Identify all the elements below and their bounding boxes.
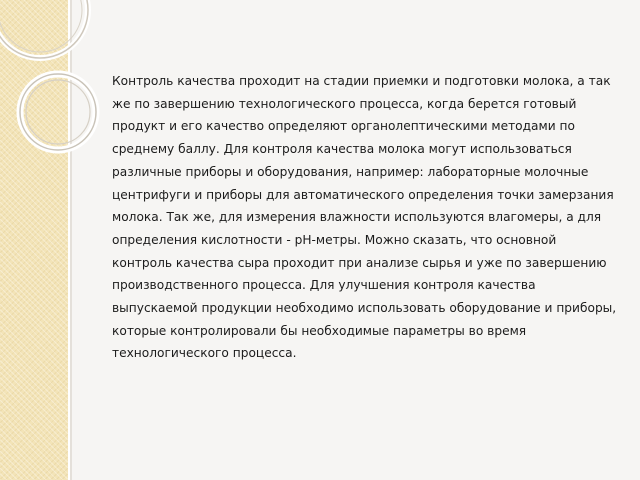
body-paragraph: Контроль качества проходит на стадии приемки и подготовки молока, а так же по завершению технологического процесса, когда берется готовый продукт и его качество определяют органолептическими методами по среднему баллу. Для контроля качества молока могут использоваться различные приборы и оборудования, например: лабораторные молочные центрифуги и приборы для автоматического определения точки замерзания молока. Так же, для измерения влажности используются влагомеры, а для определения кислотности - pH-метры. Можно сказать, что основной контроль качества сыра проходит при анализе сырья и уже по завершению производственного процесса. Для улучшения контроля качества выпускаемой продукции необходимо использовать оборудование и приборы, которые контролировали бы необходимые параметры во время технологического процесса. — [112, 74, 617, 361]
